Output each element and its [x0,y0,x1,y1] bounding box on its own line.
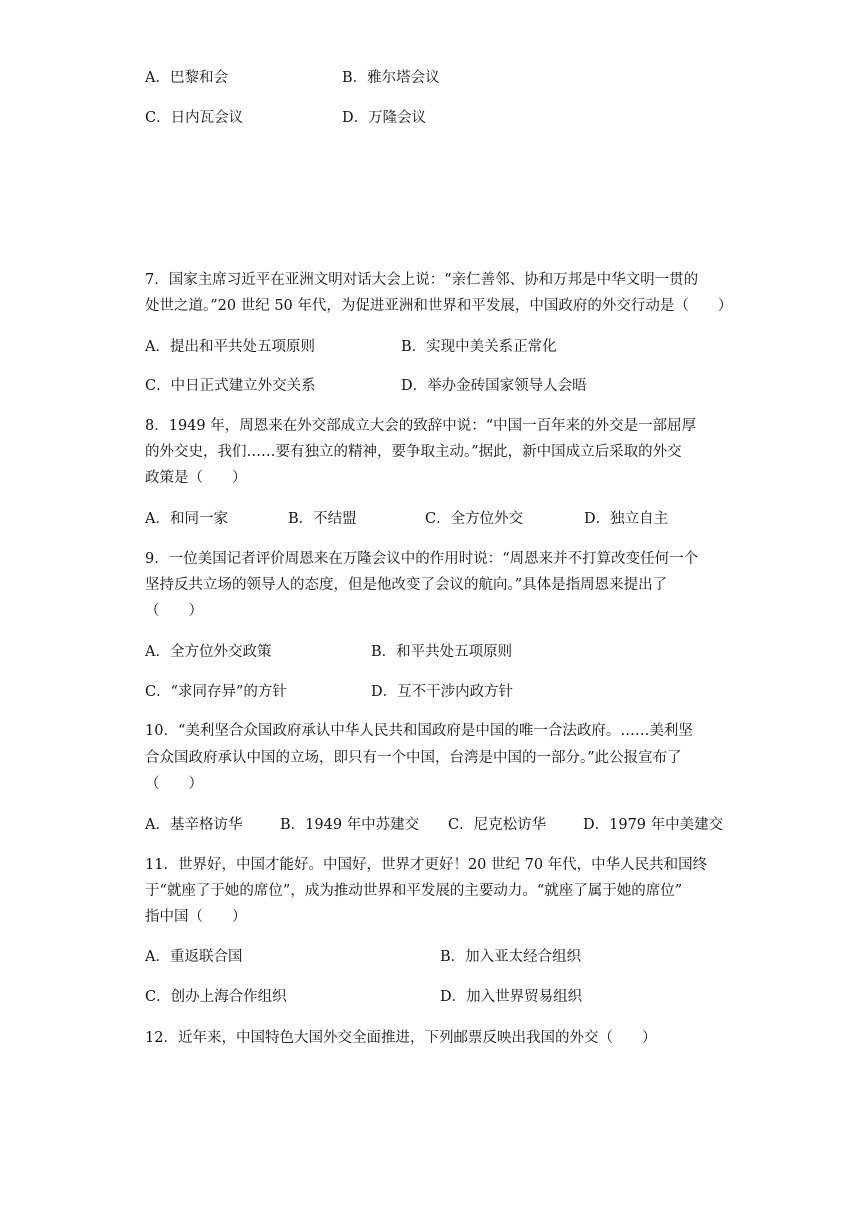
q10-stem-line-2: 合众国政府承认中国的立场，即只有一个中国，台湾是中国的一部分。”此公报宣布了 [145,750,682,766]
q6-option-c: C．日内瓦会议 [145,110,244,126]
q10-option-b: B．1949 年中苏建交 [280,817,420,833]
q11-option-c: C．创办上海合作组织 [145,989,287,1005]
q8-option-d: D．独立自主 [584,511,669,527]
q11-stem-line-2: 于“就座了于她的席位”，成为推动世界和平发展的主要动力。“就座了属于她的席位” [145,883,683,899]
q8-option-b: B．不结盟 [288,511,357,527]
q8-stem-line-2: 的外交史，我们……要有独立的精神，要争取主动。”据此，新中国成立后采取的外交 [145,444,682,460]
q11-option-b: B．加入亚太经合组织 [440,949,582,965]
q7-stem-line-2: 处世之道。”20 世纪 50 年代，为促进亚洲和世界和平发展，中国政府的外交行动是（ ） [145,298,733,314]
q6-option-b: B．雅尔塔会议 [342,70,440,86]
q11-option-d: D．加入世界贸易组织 [440,989,583,1005]
q9-option-b: B．和平共处五项原则 [371,644,513,660]
q11-option-a: A．重返联合国 [145,949,243,965]
q9-stem-line-3: （ ） [145,603,203,619]
q6-option-a: A．巴黎和会 [145,70,228,86]
q7-stem-line-1: 7．国家主席习近平在亚洲文明对话大会上说：“亲仁善邻、协和万邦是中华文明一贯的 [145,272,699,288]
q9-stem-line-2: 坚持反共立场的领导人的态度，但是他改变了会议的航向。”具体是指周恩来提出了 [145,577,668,593]
q10-stem-line-3: （ ） [145,776,203,792]
q11-stem-line-3: 指中国（ ） [145,909,247,925]
q9-option-d: D．互不干涉内政方针 [371,684,514,700]
q8-option-a: A．和同一家 [145,511,228,527]
q6-option-d: D．万隆会议 [342,110,427,126]
q10-option-d: D．1979 年中美建交 [583,817,724,833]
q8-stem-line-3: 政策是（ ） [145,470,247,486]
q9-stem-line-1: 9．一位美国记者评价周恩来在万隆会议中的作用时说：“周恩来并不打算改变任何一个 [145,551,699,567]
q8-option-c: C．全方位外交 [425,511,524,527]
q9-option-a: A．全方位外交政策 [145,644,272,660]
q7-option-c: C．中日正式建立外交关系 [145,378,316,394]
q9-option-c: C．“求同存异”的方针 [145,684,287,700]
q7-option-a: A．提出和平共处五项原则 [145,339,315,355]
q11-stem-line-1: 11．世界好，中国才能好。中国好，世界才更好！20 世纪 70 年代，中华人民共和国终 [145,857,708,873]
q7-option-d: D．举办金砖国家领导人会晤 [401,378,587,394]
q10-stem-line-1: 10．“美利坚合众国政府承认中华人民共和国政府是中国的唯一合法政府。……美利坚 [145,723,693,739]
q10-option-a: A．基辛格访华 [145,817,243,833]
q7-option-b: B．实现中美关系正常化 [401,339,557,355]
q10-option-c: C．尼克松访华 [448,817,547,833]
q12-stem-line-1: 12．近年来，中国特色大国外交全面推进，下列邮票反映出我国的外交（ ） [145,1030,657,1046]
q8-stem-line-1: 8．1949 年，周恩来在外交部成立大会的致辞中说：“中国一百年来的外交是一部屈厚 [145,418,697,434]
